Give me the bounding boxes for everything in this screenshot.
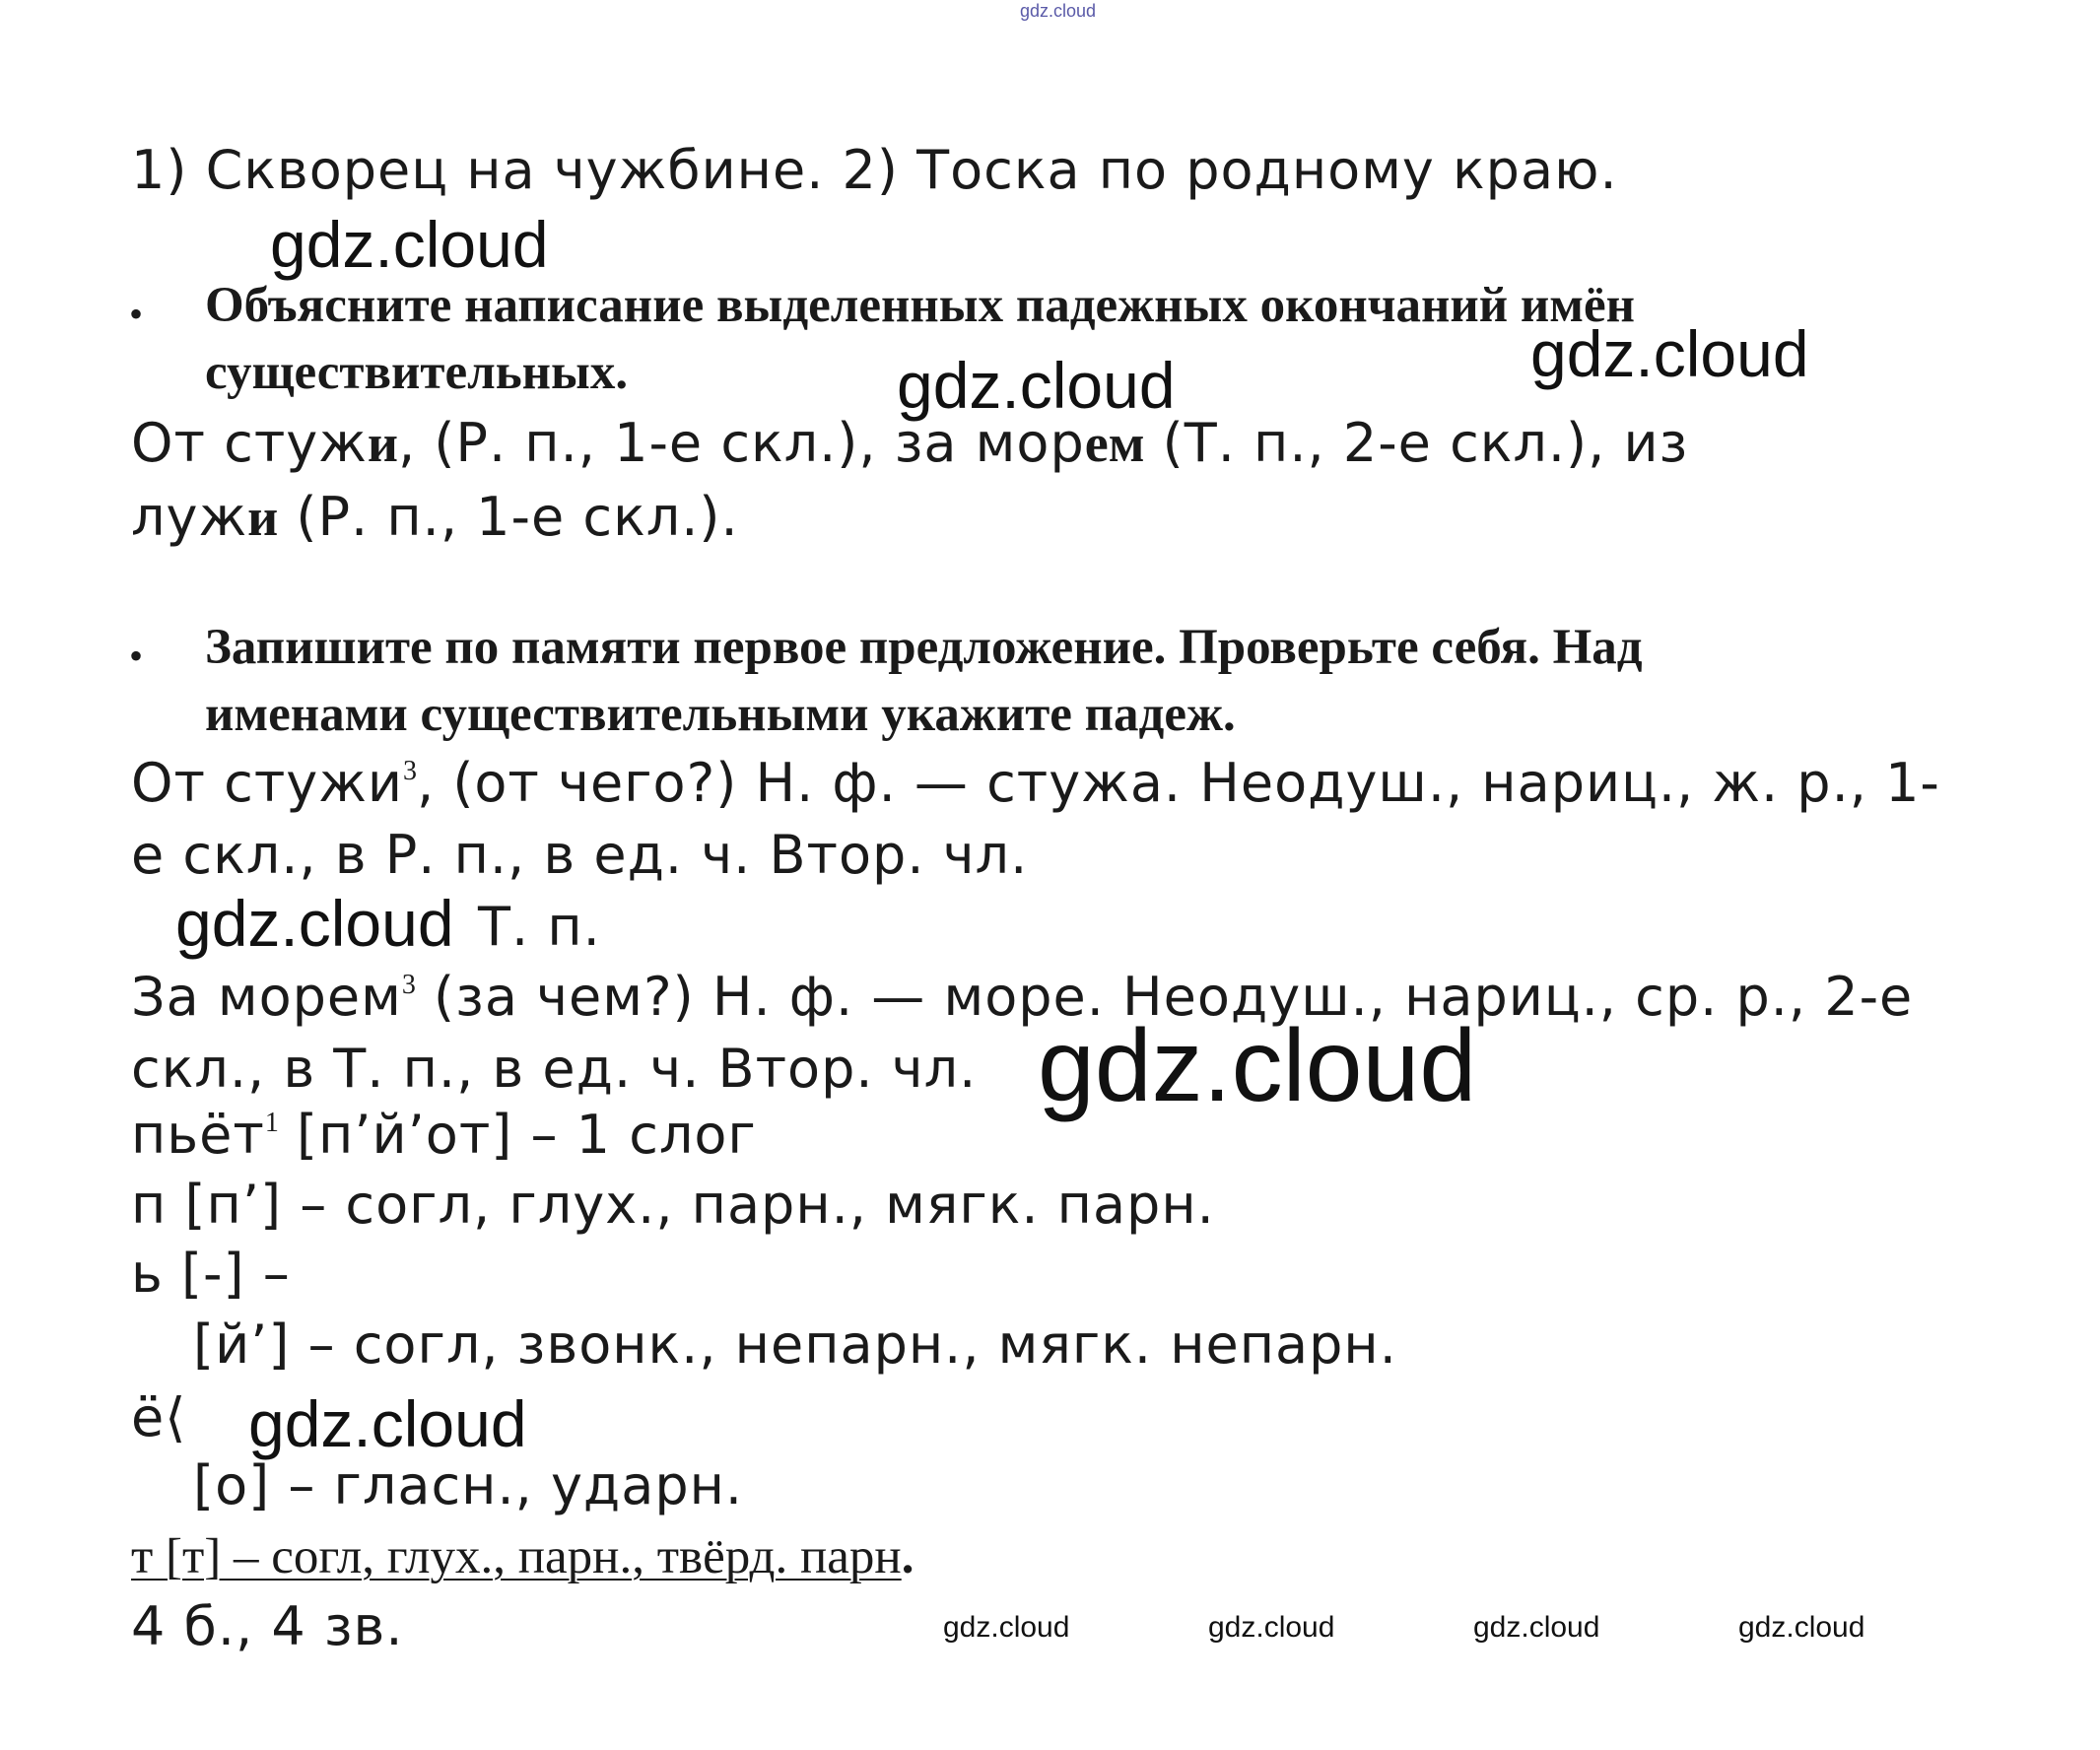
transcription: [п’й’от] – 1 слог [278, 1104, 757, 1166]
task1-line-1: Объясните написание выделенных падежных окончаний имён [205, 278, 1636, 333]
task1-bullet: • [129, 292, 144, 336]
noun-word: От стужи [131, 752, 403, 814]
verb-word: пьёт [131, 1104, 265, 1166]
answer2-text: луж [131, 486, 248, 548]
noun-description: (за чем?) Н. ф. — море. Неодуш., нариц., ср. р., 2-е [415, 966, 1914, 1028]
analysis-line-1 [131, 752, 1940, 814]
watermark-bottom-1: gdz.cloud [943, 1611, 1070, 1644]
parse-superscript: 1 [264, 1108, 279, 1138]
parse-superscript: 3 [402, 756, 417, 786]
analysis-line-3: Т. п. [478, 896, 601, 958]
phonetic-line-5: ё⟨ [131, 1386, 187, 1448]
task1-line-2: существительных. [205, 345, 629, 400]
answer2-text: , (Р. п., 1-е скл.), за мор [398, 412, 1085, 474]
watermark-4: gdz.cloud [175, 887, 454, 960]
watermark-2: gdz.cloud [1530, 317, 1809, 390]
answer-line-1: 1) Скворец на чужбине. 2) Тоска по родному краю. [131, 139, 1618, 201]
watermark-6: gdz.cloud [248, 1387, 527, 1460]
phonetic-line-3: ь [-] – [131, 1243, 291, 1305]
noun-word: За морем [131, 966, 402, 1028]
answer2-line-2 [131, 486, 739, 548]
task2-line-2: именами существительными укажите падеж. [205, 687, 1236, 742]
watermark-bottom-2: gdz.cloud [1208, 1611, 1335, 1644]
analysis-line-2: е скл., в Р. п., в ед. ч. Втор. чл. [131, 824, 1029, 886]
watermark-bottom-3: gdz.cloud [1473, 1611, 1600, 1644]
answer2-text: (Т. п., 2-е скл.), из [1144, 412, 1689, 474]
parse-superscript: 3 [401, 970, 416, 1000]
phonetic-line-7 [131, 1529, 915, 1584]
answer2-line-1 [131, 412, 1689, 474]
highlighted-ending: и [367, 414, 398, 473]
highlighted-ending: и [247, 488, 279, 547]
noun-description: , (от чего?) Н. ф. — стужа. Неодуш., нариц., ж. р., 1- [416, 752, 1940, 814]
phonetic-line-1 [131, 1104, 757, 1166]
phonetic-summary: 4 б., 4 зв. [131, 1595, 404, 1657]
answer2-text: (Р. п., 1-е скл.). [278, 486, 739, 548]
watermark-top: gdz.cloud [1020, 1, 1097, 21]
phonetic-line-6: [о] – гласн., ударн. [193, 1454, 744, 1516]
watermark-1: gdz.cloud [270, 208, 549, 281]
task2-line-1: Запишите по памяти первое предложение. Проверьте себя. Над [205, 620, 1643, 675]
highlighted-ending: ем [1084, 414, 1145, 473]
watermark-bottom-4: gdz.cloud [1738, 1611, 1865, 1644]
analysis-line-5: скл., в Т. п., в ед. ч. Втор. чл. [131, 1038, 978, 1100]
phonetic-line-2: п [п’] – согл, глух., парн., мягк. парн. [131, 1174, 1215, 1236]
underlined-phonetic: т [т] – согл, глух., парн., твёрд. парн [131, 1529, 902, 1584]
analysis-line-4 [131, 966, 1914, 1028]
phonetic-line-4: [й’] – согл, звонк., непарн., мягк. непарн. [193, 1313, 1397, 1376]
task2-bullet: • [129, 634, 144, 678]
period: . [901, 1529, 915, 1584]
answer2-text: От стуж [131, 412, 368, 474]
watermark-3: gdz.cloud [897, 349, 1176, 422]
watermark-5: gdz.cloud [1038, 1009, 1477, 1123]
